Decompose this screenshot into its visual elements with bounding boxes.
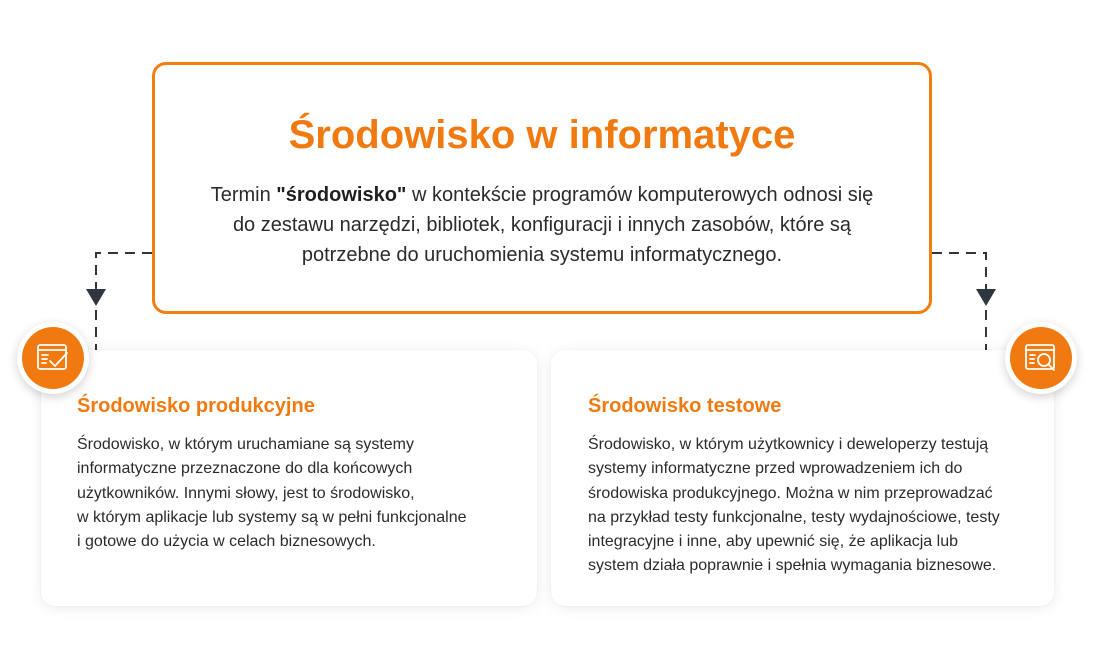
main-title: Środowisko w informatyce: [288, 113, 796, 157]
checklist-icon: [36, 341, 70, 375]
card-title: Środowisko testowe: [588, 395, 782, 417]
magnifier-document-icon: [1024, 341, 1058, 375]
right-arrow-icon: [976, 289, 996, 306]
definition-line-2: do zestawu narzędzi, bibliotek, konfiguracji i innych zasobów, które są: [232, 214, 852, 236]
production-badge: [17, 322, 89, 394]
definition-line-1: Termin "środowisko" w kontekście programów komputerowych odnosi się: [210, 184, 874, 206]
test-environment-card: [551, 350, 1054, 606]
production-environment-card: [41, 350, 537, 606]
definition-text: [183, 180, 901, 270]
term-highlight: "środowisko": [276, 184, 407, 206]
card-description: Środowisko, w którym uruchamiane są systemy informatyczne przeznaczone do dla końcowych użytkowników. Innymi słowy, jest to środowisko, w którym aplikacje lub systemy są w pełni funkcjonalne i gotowe do użycia w celach biznesowych.: [77, 436, 467, 551]
definition-line-3: potrzebne do uruchomienia systemu informatycznego.: [301, 244, 783, 266]
left-arrow-icon: [86, 289, 106, 306]
test-badge: [1005, 322, 1077, 394]
card-title: Środowisko produkcyjne: [77, 395, 315, 417]
left-connector: [96, 253, 152, 290]
right-connector: [932, 253, 986, 290]
definition-box: [152, 62, 932, 314]
card-description: Środowisko, w którym użytkownicy i deweloperzy testują systemy informatyczne przed wprowadzeniem ich do środowiska produkcyjnego. Można w nim przeprowadzać na przykład testy funkcjonalne, testy wydajnościowe, testy integracyjne i inne, aby upewnić się, że aplikacja lub system działa poprawnie i spełnia wymagania biznesowe.: [588, 436, 1000, 575]
